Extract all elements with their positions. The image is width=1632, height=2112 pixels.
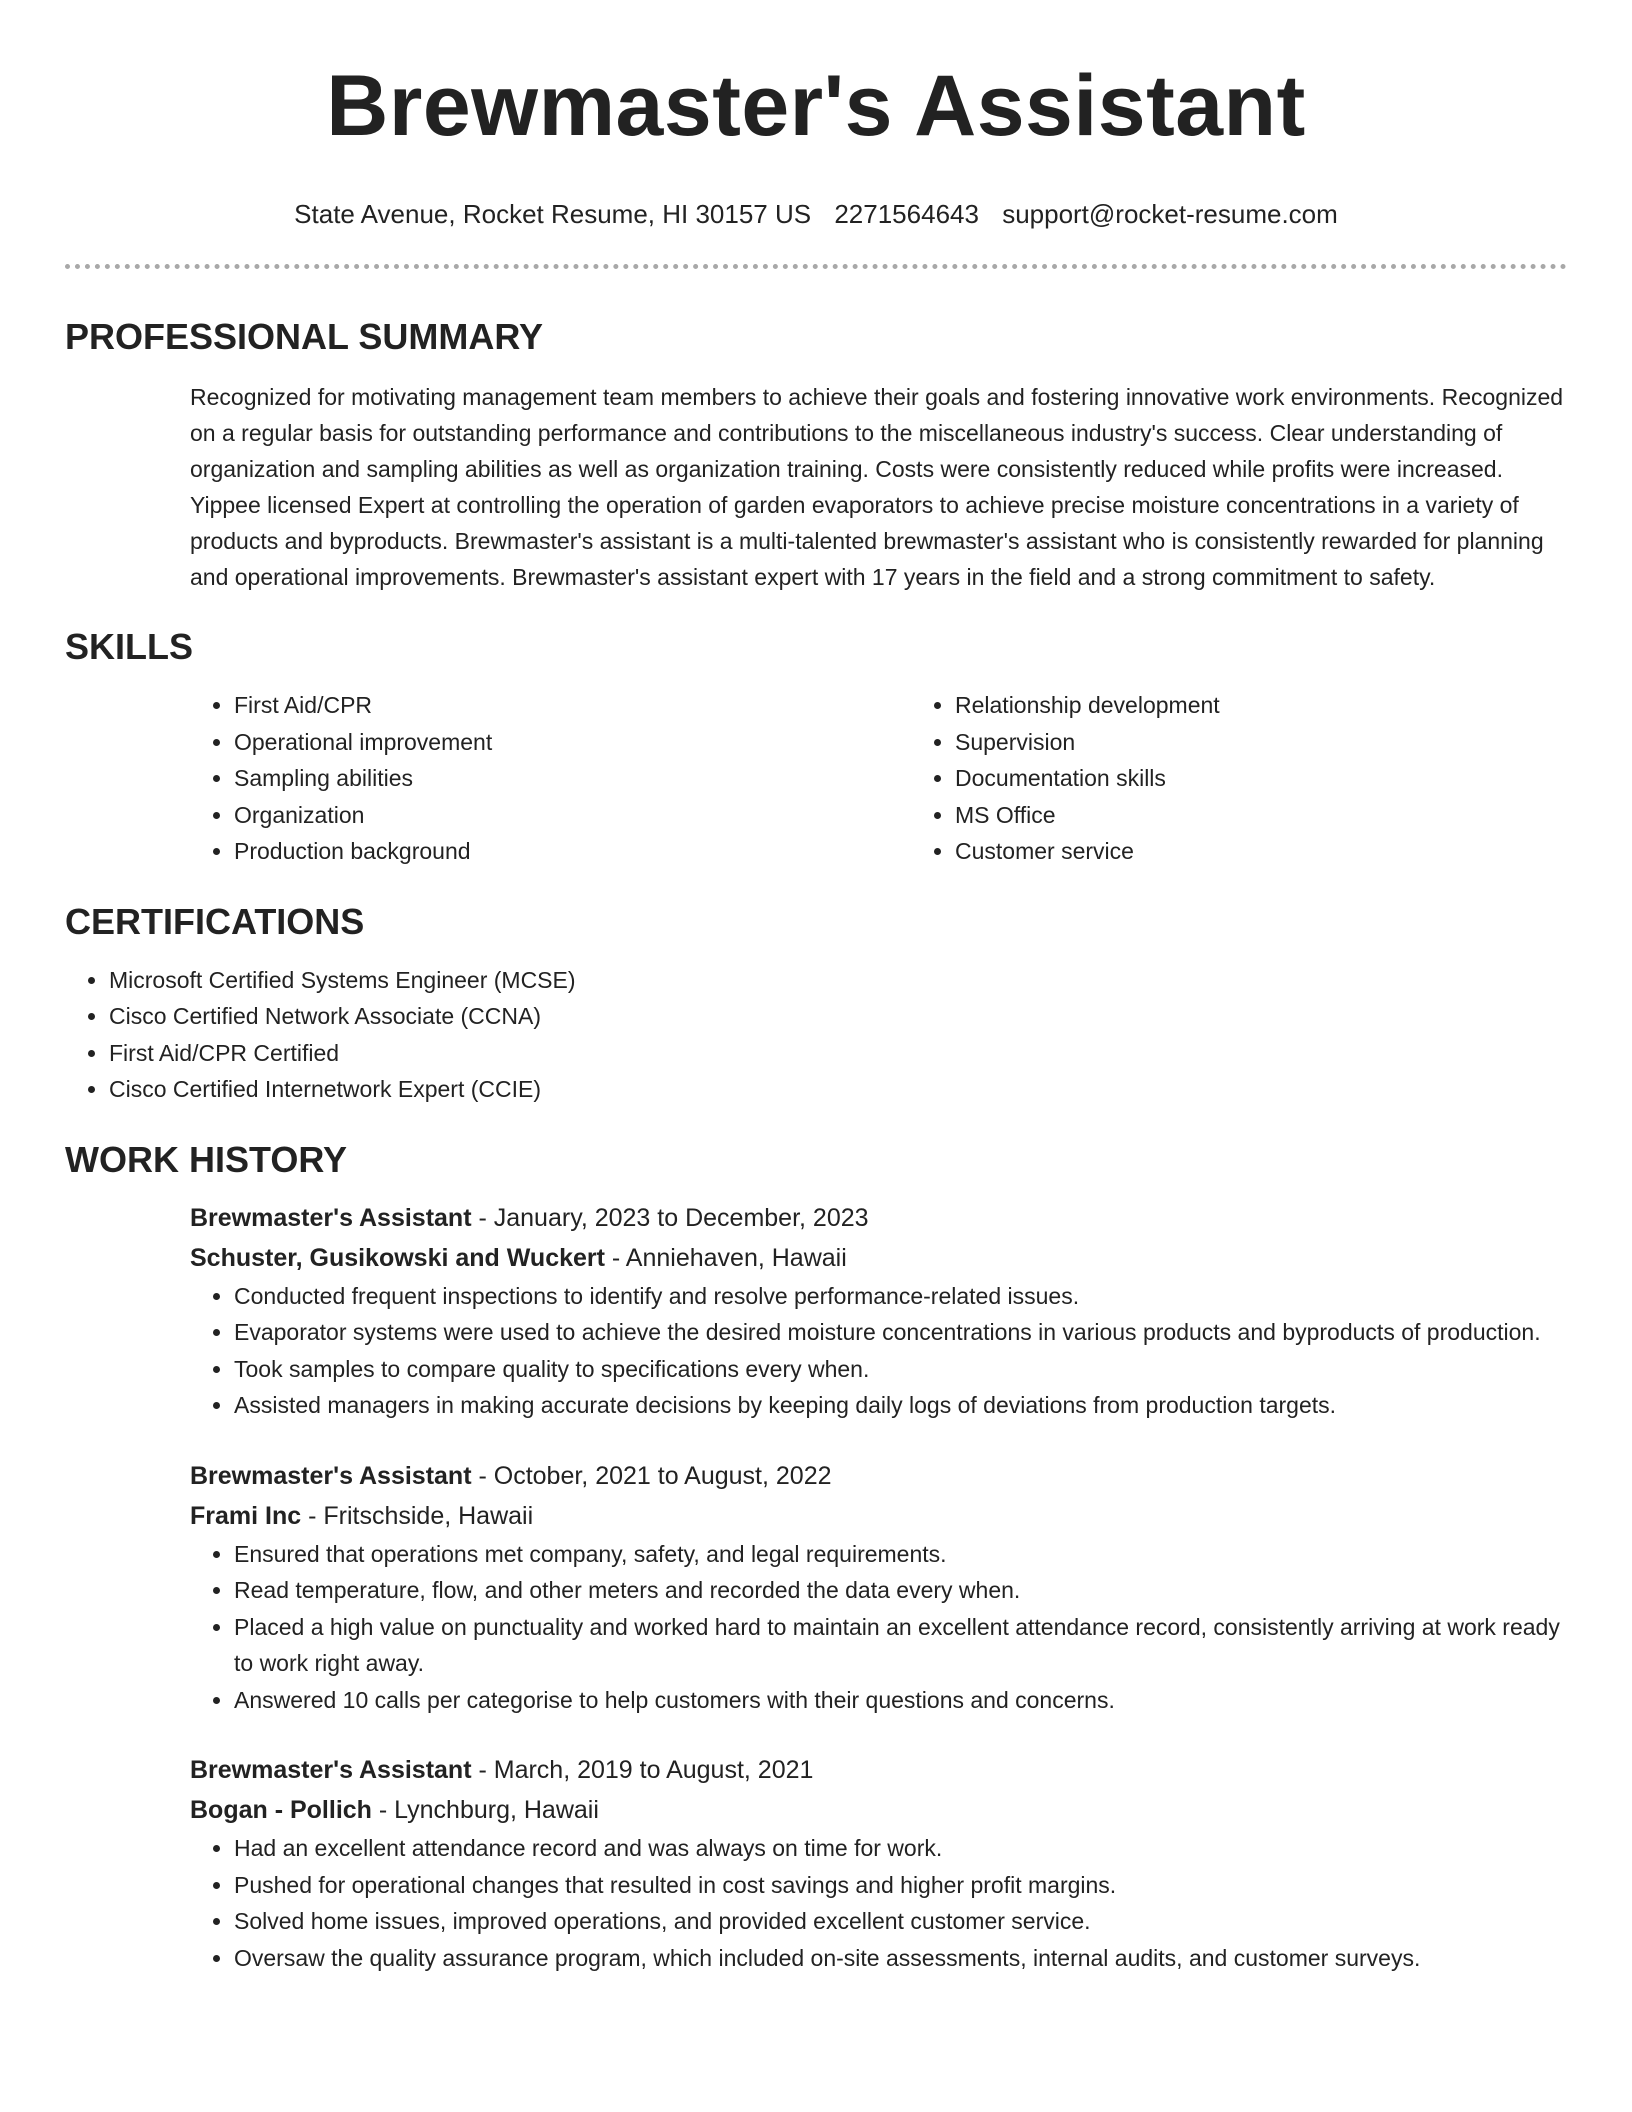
job-dates: - March, 2019 to August, 2021 xyxy=(471,1756,814,1784)
list-item: • Cisco Certified Internetwork Expert (CCIE) xyxy=(109,1071,1567,1108)
work-history-section xyxy=(65,1138,1567,1977)
job-entry xyxy=(190,1198,1567,1424)
list-item: • First Aid/CPR Certified xyxy=(109,1035,1567,1072)
list-item: • MS Office xyxy=(955,797,1632,834)
job-role: Brewmaster's Assistant xyxy=(190,1203,472,1232)
skills-title: SKILLS xyxy=(65,626,194,667)
job-role-line xyxy=(190,1750,1567,1790)
job-company: Bogan - Pollich xyxy=(190,1796,372,1824)
list-item: • Oversaw the quality assurance program, which included on-site assessments, internal audits, and customer surveys. xyxy=(234,1940,1567,1977)
list-item: • Solved home issues, improved operations, and provided excellent customer service. xyxy=(234,1903,1567,1940)
job-location: - Fritschside, Hawaii xyxy=(301,1501,534,1530)
contact-email: support@rocket-resume.com xyxy=(1002,199,1338,229)
job-location: - Lynchburg, Hawaii xyxy=(371,1796,599,1824)
summary-title: PROFESSIONAL SUMMARY xyxy=(65,316,544,357)
list-item: • Cisco Certified Network Associate (CCNA) xyxy=(109,998,1567,1035)
list-item: • Took samples to compare quality to specifications every when. xyxy=(234,1351,1567,1388)
list-item: • First Aid/CPR xyxy=(234,687,911,724)
job-entry xyxy=(190,1456,1567,1719)
contact-line xyxy=(65,198,1567,230)
list-item: • Production background xyxy=(234,833,911,870)
job-duties-list xyxy=(190,1536,1567,1719)
contact-address: State Avenue, Rocket Resume, HI 30157 US xyxy=(294,199,812,229)
list-item: • Pushed for operational changes that resulted in cost savings and higher profit margins. xyxy=(234,1867,1567,1904)
list-item: • Sampling abilities xyxy=(234,760,911,797)
job-duties-list xyxy=(190,1830,1567,1976)
job-location: - Anniehaven, Hawaii xyxy=(604,1243,847,1272)
skills-list-right xyxy=(911,687,1632,870)
list-item: • Documentation skills xyxy=(955,760,1632,797)
summary-section xyxy=(65,315,1567,595)
job-role-line xyxy=(190,1198,1567,1238)
certifications-title: CERTIFICATIONS xyxy=(65,900,365,942)
list-item: • Relationship development xyxy=(955,687,1632,724)
job-company: Schuster, Gusikowski and Wuckert xyxy=(190,1243,605,1272)
job-company: Frami Inc xyxy=(190,1501,302,1530)
certifications-list xyxy=(65,962,1567,1108)
job-company-line xyxy=(190,1238,1567,1278)
job-company-line xyxy=(190,1496,1567,1536)
list-item: • Conducted frequent inspections to identify and resolve performance-related issues. xyxy=(234,1278,1567,1315)
skills-section xyxy=(65,625,1567,870)
job-duties-list xyxy=(190,1278,1567,1424)
job-role: Brewmaster's Assistant xyxy=(190,1756,472,1784)
header-divider xyxy=(65,264,1567,269)
candidate-name: Brewmaster's Assistant xyxy=(326,58,1306,154)
certifications-section xyxy=(65,900,1567,1108)
list-item: • Customer service xyxy=(955,833,1632,870)
list-item: • Ensured that operations met company, safety, and legal requirements. xyxy=(234,1536,1567,1573)
list-item: • Placed a high value on punctuality and worked hard to maintain an excellent attendance record, consistently arriving at work ready to work right away. xyxy=(234,1609,1567,1682)
list-item: • Had an excellent attendance record and was always on time for work. xyxy=(234,1830,1567,1867)
job-dates: - January, 2023 to December, 2023 xyxy=(471,1203,869,1232)
job-dates: - October, 2021 to August, 2022 xyxy=(471,1461,832,1490)
list-item: • Organization xyxy=(234,797,911,834)
skills-grid xyxy=(190,687,1567,870)
job-company-line xyxy=(190,1790,1567,1830)
skills-list-left xyxy=(190,687,911,870)
job-role: Brewmaster's Assistant xyxy=(190,1461,472,1490)
list-item: • Microsoft Certified Systems Engineer (MCSE) xyxy=(109,962,1567,999)
contact-phone: 2271564643 xyxy=(834,199,979,229)
summary-text: Recognized for motivating management team members to achieve their goals and fostering innovative work environments. Recognized on a regular basis for outstanding performance and contributions to the miscellaneous industry's success. Clear understanding of organization and sampling abilities as well as organization training. Costs were consistently reduced while profits were increased. Yippee licensed Expert at controlling the operation of garden evaporators to achieve precise moisture concentrations in a variety of products and byproducts. Brewmaster's assistant is a multi-talented brewmaster's assistant who is consistently rewarded for planning and operational improvements. Brewmaster's assistant expert with 17 years in the field and a strong commitment to safety. xyxy=(190,384,1564,590)
list-item: • Operational improvement xyxy=(234,724,911,761)
list-item: • Answered 10 calls per categorise to help customers with their questions and concerns. xyxy=(234,1682,1567,1719)
list-item: • Evaporator systems were used to achieve the desired moisture concentrations in various products and byproducts of production. xyxy=(234,1314,1567,1351)
job-role-line xyxy=(190,1456,1567,1496)
work-history-title: WORK HISTORY xyxy=(65,1138,348,1180)
list-item: • Read temperature, flow, and other meters and recorded the data every when. xyxy=(234,1572,1567,1609)
list-item: • Assisted managers in making accurate decisions by keeping daily logs of deviations from production targets. xyxy=(234,1387,1567,1424)
list-item: • Supervision xyxy=(955,724,1632,761)
job-entry xyxy=(190,1750,1567,1976)
